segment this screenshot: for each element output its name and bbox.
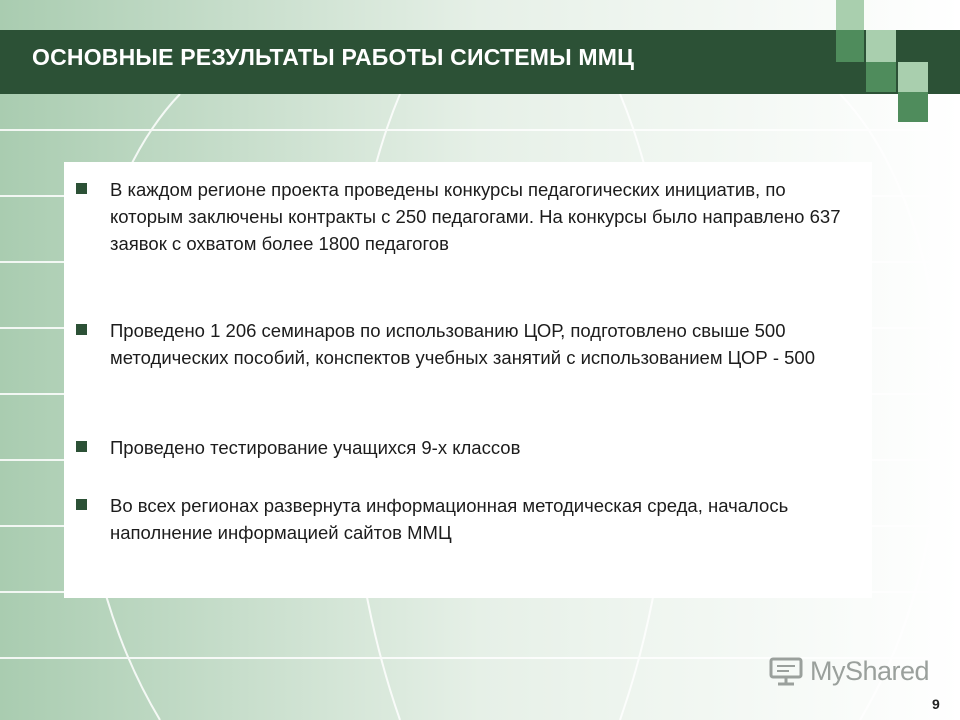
bullet-square-icon bbox=[76, 499, 87, 510]
bullet-text: Проведено 1 206 семинаров по использованию ЦОР, подготовлено свыше 500 методических пособий, конспектов учебных занятий с использованием ЦОР - 500 bbox=[110, 320, 815, 368]
slide-title: ОСНОВНЫЕ РЕЗУЛЬТАТЫ РАБОТЫ СИСТЕМЫ ММЦ bbox=[32, 44, 635, 70]
decor-square bbox=[836, 30, 864, 62]
decor-square bbox=[866, 30, 896, 62]
decor-square bbox=[898, 62, 928, 92]
presentation-icon bbox=[768, 656, 804, 686]
decor-square bbox=[866, 62, 896, 92]
bullet-text: Во всех регионах развернута информационная методическая среда, началось наполнение информацией сайтов ММЦ bbox=[110, 495, 789, 543]
content-panel bbox=[64, 162, 872, 598]
page-number: 9 bbox=[932, 696, 940, 712]
watermark-logo bbox=[768, 655, 929, 687]
bullet-square-icon bbox=[76, 324, 87, 335]
decor-square bbox=[836, 0, 864, 30]
decor-square bbox=[930, 30, 960, 62]
decor-square bbox=[898, 92, 928, 122]
bullet-text: Проведено тестирование учащихся 9-х классов bbox=[110, 437, 521, 458]
watermark-text: MyShared bbox=[810, 655, 930, 686]
bullet-square-icon bbox=[76, 183, 87, 194]
bullet-text: В каждом регионе проекта проведены конкурсы педагогических инициатив, по которым заключены контракты с 250 педагогами. На конкурсы было направлено 637 заявок с охватом более 1800 педагогов bbox=[110, 179, 841, 254]
bullet-square-icon bbox=[76, 441, 87, 452]
